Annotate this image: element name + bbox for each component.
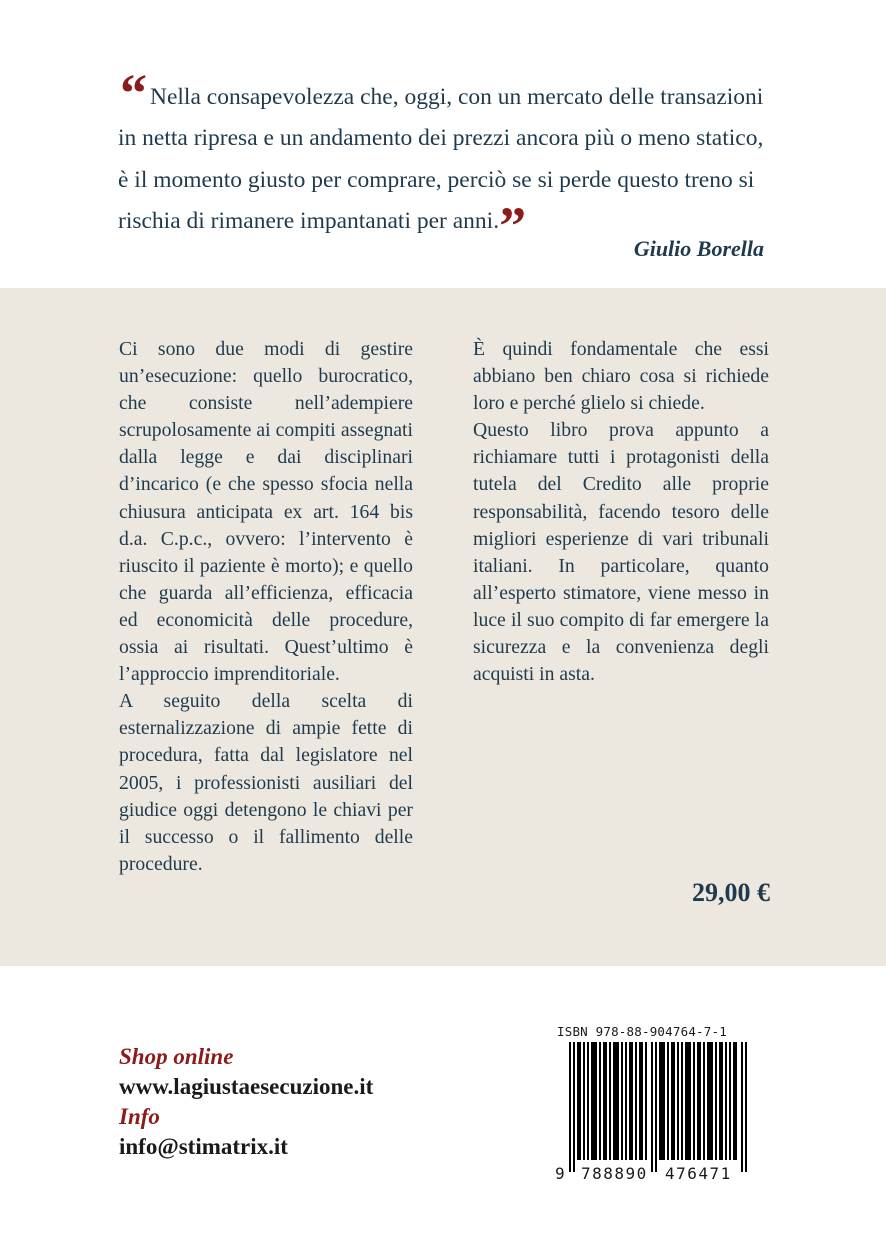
left-paragraph-2: A seguito della scelta di esternalizzazione di ampie fette di procedura, fatta dal legislatore nel 2005, i professionisti ausiliari del giudice oggi detengono le chiavi per il successo o il fallimento delle procedure. xyxy=(119,690,413,875)
ean-group-2: 476471 xyxy=(665,1164,732,1183)
shop-online-label: Shop online xyxy=(119,1044,234,1069)
right-paragraph-1: È quindi fondamentale che essi abbiano ben chiaro cosa si richiede loro e perché glielo si chiede. xyxy=(473,338,769,415)
right-column xyxy=(473,336,769,688)
isbn-barcode xyxy=(555,1024,755,1194)
close-quote-mark: ” xyxy=(499,195,527,256)
ean-first-digit: 9 xyxy=(555,1164,565,1183)
quote-line-1: Nella consapevolezza che, oggi, con un mercato delle transazioni xyxy=(150,84,764,110)
quote-author: Giulio Borella xyxy=(633,236,764,261)
ean-group-1: 788890 xyxy=(581,1164,648,1183)
shop-url-link[interactable]: www.lagiustaesecuzione.it xyxy=(119,1074,374,1099)
barcode-bars xyxy=(555,1042,755,1172)
info-label: Info xyxy=(119,1104,160,1129)
left-column xyxy=(119,336,413,878)
info-email-link[interactable]: info@stimatrix.it xyxy=(119,1134,288,1159)
quote-line-4: rischia di rimanere impantanati per anni. xyxy=(118,207,500,234)
open-quote-mark: “ xyxy=(120,63,147,123)
price-label: 29,00 € xyxy=(692,878,770,907)
left-paragraph-1: Ci sono due modi di gestire un’esecuzione: quello burocratico, che consiste nell’adempiere scrupolosamente ai compiti assegnati dalla legge e dai disciplinari d’incarico (e che spesso sfocia nella chiusura anticipata ex art. 164 bis d.a. C.p.c., ovvero: l’intervento è riuscito il paziente è morto); e quello che guarda all’efficienza, efficacia ed economicità delle procedure, ossia ai risultati. Quest’ultimo è l’approccio imprenditoriale. xyxy=(119,338,413,686)
footer-contacts xyxy=(119,1042,373,1162)
quote-line-2: in netta ripresa e un andamento dei prezzi ancora più o meno statico, xyxy=(118,125,764,152)
right-paragraph-2: Questo libro prova appunto a richiamare tutti i protagonisti della tutela del Credito alle proprie responsabilità, facendo tesoro delle migliori esperienze di vari tribunali italiani. In particolare, quanto all’esperto stimatore, viene messo in luce il suo compito di far emergere la sicurezza e la convenienza degli acquisti in asta. xyxy=(473,419,769,686)
isbn-number: ISBN 978-88-904764-7-1 xyxy=(557,1024,727,1039)
quote-line-3: è il momento giusto per comprare, perciò se si perde questo treno si xyxy=(118,166,755,193)
